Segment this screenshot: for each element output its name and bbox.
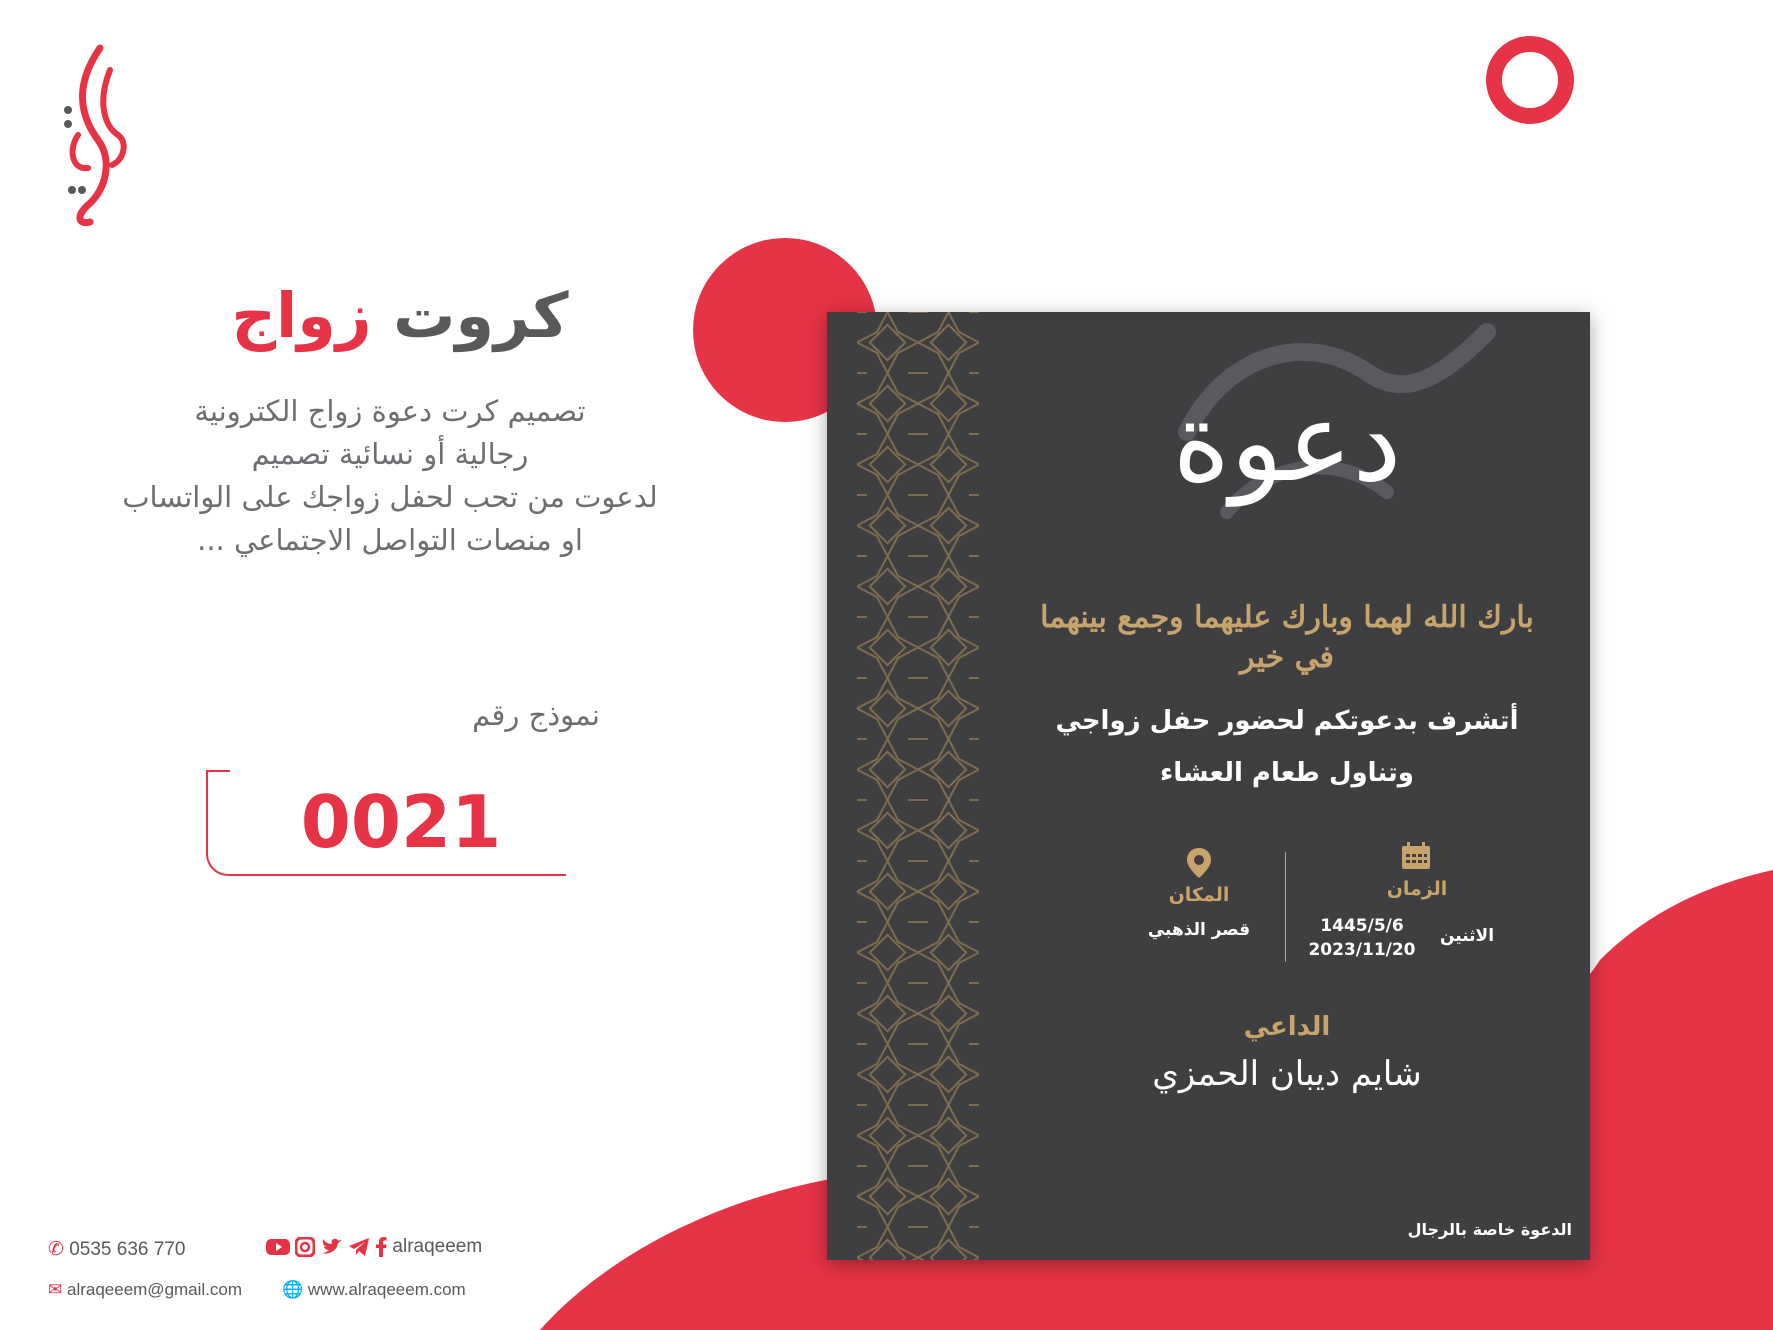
email-contact[interactable]	[48, 1280, 242, 1300]
location-pin-icon	[1187, 848, 1211, 878]
calendar-icon	[1401, 842, 1431, 870]
islamic-pattern-border	[857, 312, 979, 1260]
website-url: www.alraqeeem.com	[307, 1280, 466, 1299]
youtube-icon[interactable]	[266, 1237, 290, 1257]
social-links	[266, 1236, 482, 1258]
card-note: الدعوة خاصة بالرجال	[1407, 1220, 1572, 1239]
day-text: الاثنين	[1439, 926, 1495, 946]
description-line: او منصات التواصل الاجتماعي ...	[197, 523, 583, 557]
description-line: رجالية أو نسائية تصميم	[251, 437, 529, 471]
info-divider	[1285, 852, 1286, 962]
description	[90, 390, 690, 562]
host-label: الداعي	[1243, 1012, 1331, 1042]
hijri-date: 1445/5/6	[1320, 916, 1404, 936]
social-handle[interactable]: alraqeeem	[392, 1236, 483, 1257]
model-number: 0021	[300, 780, 502, 864]
invitation-card	[827, 312, 1590, 1260]
brand-logo	[58, 40, 138, 230]
card-heading: دعوة	[1172, 378, 1402, 506]
phone-number: 0535 636 770	[69, 1239, 186, 1260]
ring-decoration	[1494, 44, 1566, 116]
page-title	[150, 279, 650, 352]
facebook-icon[interactable]	[375, 1237, 387, 1257]
globe-icon: 🌐	[282, 1280, 304, 1299]
invite-line-2: وتناول طعام العشاء	[1160, 758, 1414, 788]
email-address: alraqeeem@gmail.com	[66, 1280, 243, 1299]
time-label: الزمان	[1386, 878, 1448, 900]
mail-icon: ✉	[48, 1280, 63, 1299]
phone-icon: ✆	[48, 1239, 64, 1260]
title-part-1: كروت	[393, 279, 569, 352]
description-line: لدعوت من تحب لحفل زواجك على الواتساب	[122, 480, 658, 514]
title-part-2: زواج	[231, 279, 372, 352]
phone-contact[interactable]	[48, 1238, 185, 1261]
instagram-icon[interactable]	[295, 1237, 315, 1257]
description-line: تصميم كرت دعوة زواج الكترونية	[194, 394, 586, 428]
gregorian-date: 2023/11/20	[1308, 940, 1416, 960]
host-name: شايم ديبان الحمزي	[1152, 1054, 1422, 1094]
blessing-calligraphy: بارك الله لهما وبارك عليهما وجمع بينهما في خير	[1040, 600, 1534, 675]
place-name: قصر الذهبي	[1147, 920, 1251, 940]
invite-line-1: أتشرف بدعوتكم لحضور حفل زواجي	[1055, 706, 1519, 736]
place-label: المكان	[1168, 884, 1230, 906]
twitter-icon[interactable]	[321, 1237, 343, 1257]
website-contact[interactable]	[282, 1280, 466, 1300]
model-label: نموذج رقم	[472, 698, 600, 732]
telegram-icon[interactable]	[348, 1237, 370, 1257]
